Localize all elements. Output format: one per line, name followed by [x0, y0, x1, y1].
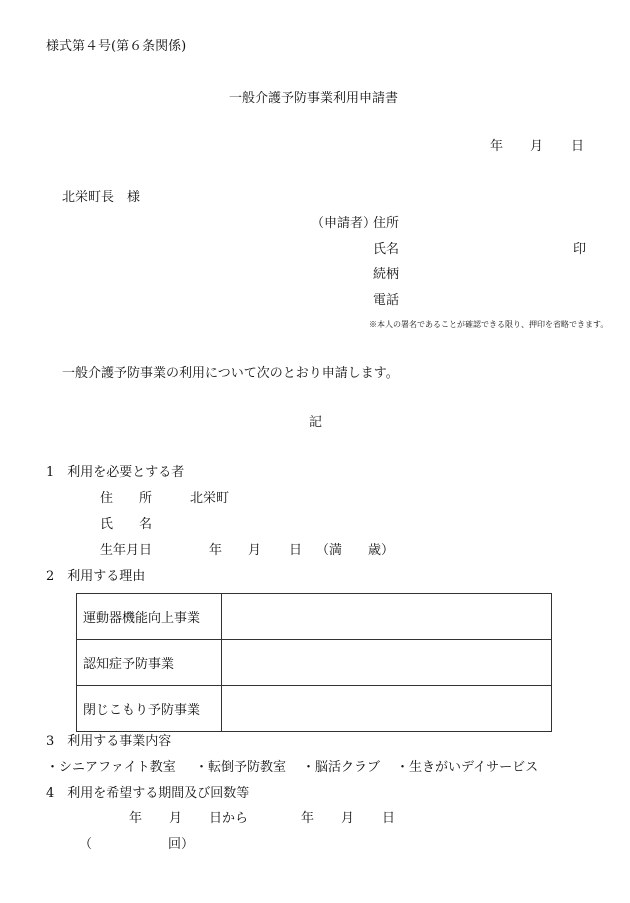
section4-heading: 4 利用を希望する期間及び回数等 — [46, 786, 250, 801]
reason-entry-cell[interactable] — [222, 594, 552, 640]
reason-table — [76, 593, 552, 732]
birth-day: 日 — [289, 543, 303, 558]
section3-heading: 3 利用する事業内容 — [46, 734, 172, 749]
age-field: （満 歳） — [316, 543, 395, 558]
ki-heading: 記 — [309, 415, 323, 430]
applicant-relation-label: 続柄 — [373, 267, 400, 282]
addressee: 北栄町長 様 — [62, 190, 141, 205]
applicant-name-label: 氏名 — [373, 242, 400, 257]
form-number: 様式第４号(第６条関係) — [46, 39, 187, 54]
date-month: 月 — [530, 139, 544, 154]
applicant-label: （申請者） — [311, 216, 377, 231]
count-open: （ — [79, 837, 93, 852]
applicant-address-label: 住所 — [373, 216, 400, 231]
subject-address-value: 北栄町 — [190, 491, 230, 506]
seal-note: ※本人の署名であることが確認できる限り、押印を省略できます。 — [369, 320, 609, 329]
birthdate-label: 生年月日 — [100, 543, 153, 558]
birth-month: 月 — [248, 543, 262, 558]
start-year: 年 — [129, 811, 143, 826]
reason-row — [77, 594, 552, 640]
program-item: ・転倒予防教室 — [195, 760, 287, 775]
end-day: 日 — [382, 811, 396, 826]
program-item: ・生きがいデイサービス — [396, 760, 539, 775]
count-close: 回） — [168, 837, 195, 852]
birth-year: 年 — [209, 543, 223, 558]
end-month: 月 — [341, 811, 355, 826]
program-item: ・脳活クラブ — [302, 760, 381, 775]
end-year: 年 — [301, 811, 315, 826]
seal-mark: 印 — [573, 242, 587, 257]
date-day: 日 — [571, 139, 585, 154]
program-item: ・シニアファイト教室 — [46, 760, 176, 775]
reason-row — [77, 686, 552, 732]
date-year: 年 — [490, 139, 504, 154]
reason-entry-cell[interactable] — [222, 640, 552, 686]
reason-entry-cell[interactable] — [222, 686, 552, 732]
start-month: 月 — [169, 811, 183, 826]
section1-heading: 1 利用を必要とする者 — [46, 465, 185, 480]
section2-heading: 2 利用する理由 — [46, 569, 146, 584]
start-day: 日から — [209, 811, 249, 826]
document-title: 一般介護予防事業利用申請書 — [229, 91, 399, 106]
applicant-phone-label: 電話 — [373, 293, 400, 308]
reason-label: 認知症予防事業 — [77, 640, 222, 686]
reason-label: 閉じこもり予防事業 — [77, 686, 222, 732]
application-statement: 一般介護予防事業の利用について次のとおり申請します。 — [62, 366, 399, 381]
subject-name-label: 氏 名 — [100, 517, 153, 532]
reason-label: 運動器機能向上事業 — [77, 594, 222, 640]
reason-row — [77, 640, 552, 686]
subject-address-label: 住 所 — [100, 491, 153, 506]
